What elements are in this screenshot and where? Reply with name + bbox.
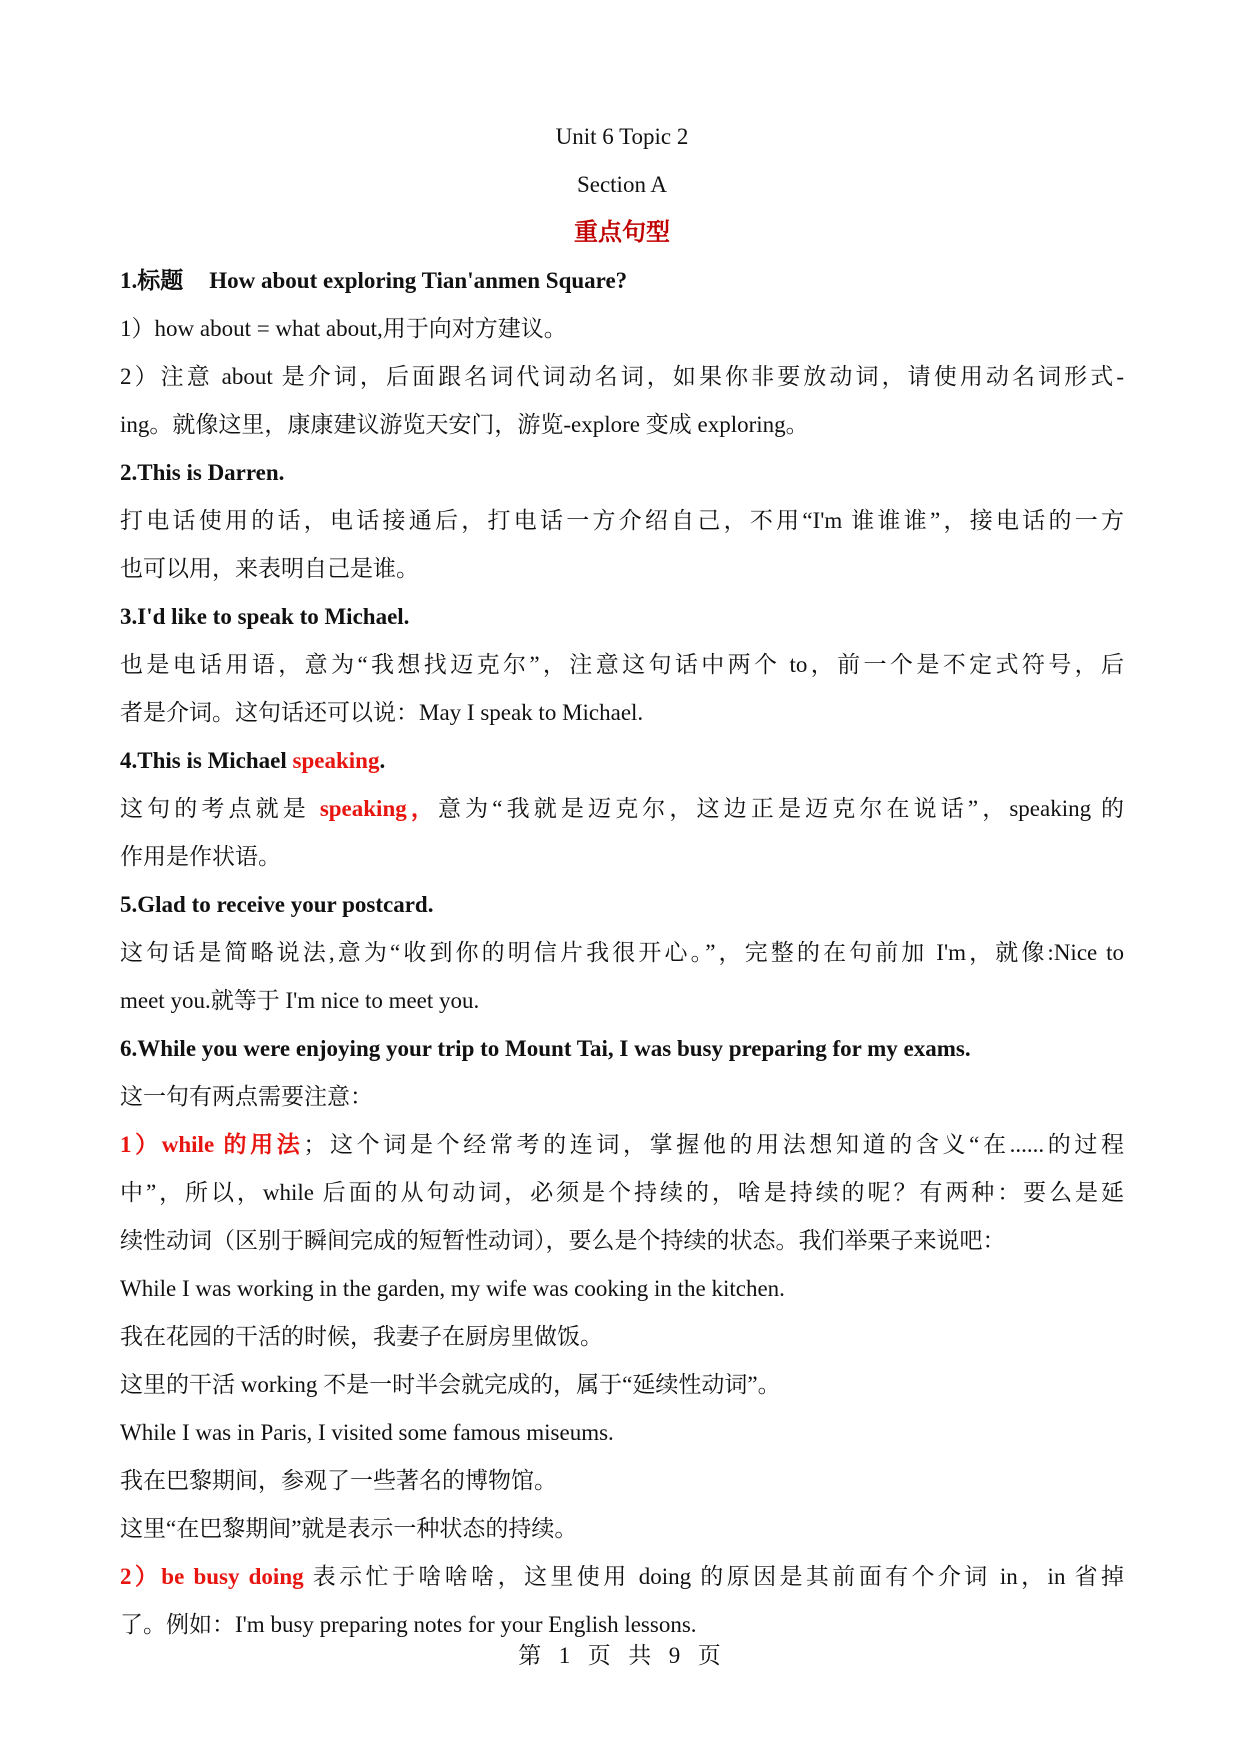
item-6-point-1-label: 1）while 的用法 xyxy=(120,1132,304,1157)
item-4-line-1-keyword: speaking， xyxy=(319,796,439,821)
item-6-example-1-note: 这里的干活 working 不是一时半会就完成的，属于“延续性动词”。 xyxy=(120,1372,781,1397)
item-6-example-1-zh: 我在花园的干活的时候，我妻子在厨房里做饭。 xyxy=(120,1324,603,1349)
item-2-line-1: 打电话使用的话，电话接通后，打电话一方介绍自己，不用“I'm 谁谁谁”，接电话的一方 xyxy=(120,508,1124,533)
item-2-line-2: 也可以用，来表明自己是谁。 xyxy=(120,556,419,581)
page-indicator: 第 1 页 共 9 页 xyxy=(518,1643,723,1668)
item-6-point-2-line-1 xyxy=(120,1553,1124,1601)
document-body xyxy=(120,113,1124,1649)
item-6-point-1-text: ；这个词是个经常考的连词，掌握他的用法想知道的含义“在......的过程 xyxy=(303,1132,1124,1157)
item-1-label: 1.标题 xyxy=(120,268,184,293)
item-1-sentence: How about exploring Tian'anmen Square? xyxy=(209,268,628,293)
item-6-example-2-note: 这里“在巴黎期间”就是表示一种状态的持续。 xyxy=(120,1516,578,1541)
section-title: Section A xyxy=(576,172,668,197)
item-1-note-2-line-2: ing。就像这里，康康建议游览天安门，游览-explore 变成 exploring。 xyxy=(120,412,809,437)
item-5-line-2: meet you.就等于 I'm nice to meet you. xyxy=(120,988,480,1013)
item-6-example-1-en: While I was working in the garden, my wife was cooking in the kitchen. xyxy=(120,1276,785,1301)
unit-title: Unit 6 Topic 2 xyxy=(555,124,689,149)
item-1-note-2-line-1: 2）注意 about 是介词，后面跟名词代词动名词，如果你非要放动词，请使用动名词形式- xyxy=(120,364,1124,389)
item-2-title: 2.This is Darren. xyxy=(120,460,285,485)
item-4-line-1-post: 意为“我就是迈克尔，这边正是迈克尔在说话”，speaking 的 xyxy=(438,796,1124,821)
item-4-line-1-pre: 这句的考点就是 xyxy=(120,796,320,821)
item-6-point-2-text: 表示忙于啥啥啥，这里使用 doing 的原因是其前面有个介词 in，in 省掉 xyxy=(303,1564,1125,1589)
item-4-title-keyword: speaking xyxy=(292,748,380,773)
item-4-title xyxy=(120,737,1124,785)
item-5-title: 5.Glad to receive your postcard. xyxy=(120,892,434,917)
item-6-title: 6.While you were enjoying your trip to Mount Tai, I was busy preparing for my exams. xyxy=(120,1036,971,1061)
item-3-title: 3.I'd like to speak to Michael. xyxy=(120,604,410,629)
item-4-title-post: . xyxy=(379,748,386,773)
item-6-point-1-line-1 xyxy=(120,1121,1124,1169)
item-3-line-1: 也是电话用语，意为“我想找迈克尔”，注意这句话中两个 to，前一个是不定式符号，后 xyxy=(120,652,1124,677)
item-3-line-2: 者是介词。这句话还可以说：May I speak to Michael. xyxy=(120,700,644,725)
item-6-example-2-zh: 我在巴黎期间，参观了一些著名的博物馆。 xyxy=(120,1468,557,1493)
item-6-point-1-line-3: 续性动词（区别于瞬间完成的短暂性动词），要么是个持续的状态。我们举栗子来说吧： xyxy=(120,1228,1006,1253)
page-footer xyxy=(0,1640,1241,1672)
item-6-point-2-line-2: 了。例如：I'm busy preparing notes for your English lessons. xyxy=(120,1612,697,1637)
key-sentences-heading: 重点句型 xyxy=(574,220,670,246)
item-1-title xyxy=(120,257,1124,305)
item-4-title-pre: 4.This is Michael xyxy=(120,748,293,773)
item-4-line-1 xyxy=(120,785,1124,833)
item-6-point-2-label: 2）be busy doing xyxy=(120,1564,304,1589)
item-6-intro: 这一句有两点需要注意： xyxy=(120,1084,373,1109)
item-1-note-1: 1）how about = what about,用于向对方建议。 xyxy=(120,316,567,341)
item-6-example-2-en: While I was in Paris, I visited some famous miseums. xyxy=(120,1420,614,1445)
item-5-line-1: 这句话是简略说法,意为“收到你的明信片我很开心。”，完整的在句前加 I'm，就像:Nice to xyxy=(120,940,1124,965)
item-6-point-1-line-2: 中”，所以，while 后面的从句动词，必须是个持续的，啥是持续的呢？有两种：要么是延 xyxy=(120,1180,1124,1205)
item-4-line-2: 作用是作状语。 xyxy=(120,844,281,869)
